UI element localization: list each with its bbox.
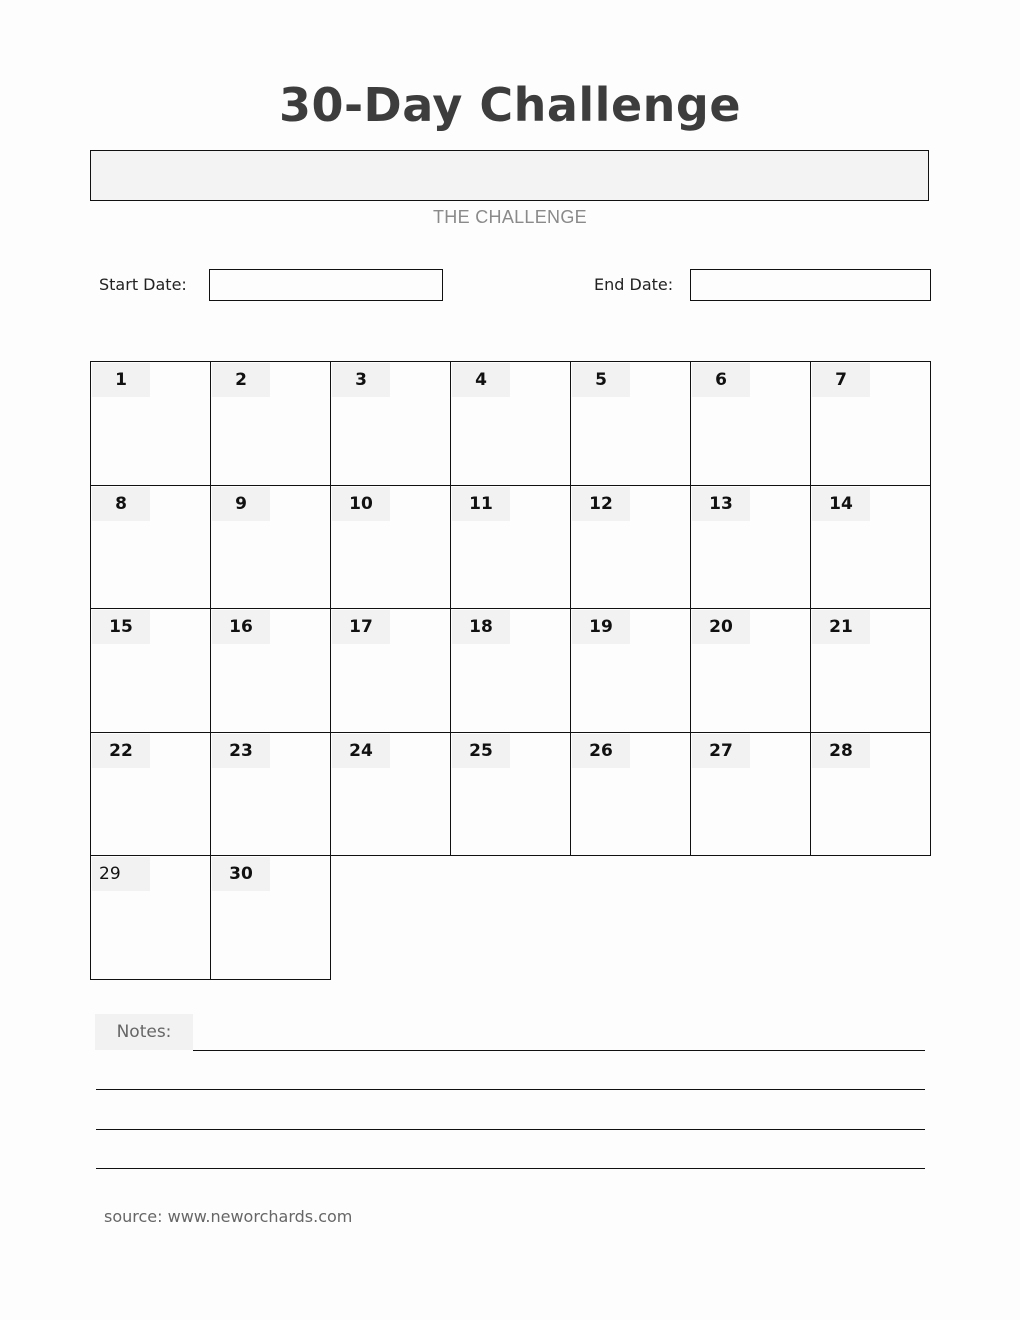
day-cell[interactable]: [210, 608, 331, 733]
day-number: 21: [812, 610, 870, 644]
day-cell[interactable]: [330, 608, 451, 733]
note-line[interactable]: [96, 1089, 925, 1090]
day-number: 29: [92, 857, 150, 891]
day-cell[interactable]: [810, 361, 931, 486]
day-cell[interactable]: [210, 855, 331, 980]
day-number: 16: [212, 610, 270, 644]
day-number: 26: [572, 734, 630, 768]
end-date-label: End Date:: [594, 275, 674, 294]
day-cell[interactable]: [330, 485, 451, 609]
day-number: 23: [212, 734, 270, 768]
day-number: 5: [572, 363, 630, 397]
day-number: 4: [452, 363, 510, 397]
note-line[interactable]: [96, 1129, 925, 1130]
day-number: 3: [332, 363, 390, 397]
day-number: 7: [812, 363, 870, 397]
day-cell[interactable]: [450, 732, 571, 856]
day-number: 24: [332, 734, 390, 768]
day-cell[interactable]: [90, 732, 211, 856]
day-cell[interactable]: [210, 361, 331, 486]
day-cell[interactable]: [570, 361, 691, 486]
day-number: 9: [212, 487, 270, 521]
day-number: 30: [212, 857, 270, 891]
start-date-label: Start Date:: [99, 275, 187, 294]
day-cell[interactable]: [330, 732, 451, 856]
day-number: 13: [692, 487, 750, 521]
day-number: 19: [572, 610, 630, 644]
end-date-field[interactable]: [690, 269, 931, 301]
day-number: 12: [572, 487, 630, 521]
day-cell[interactable]: [90, 485, 211, 609]
day-number: 11: [452, 487, 510, 521]
day-number: 15: [92, 610, 150, 644]
day-cell[interactable]: [210, 485, 331, 609]
day-cell[interactable]: [90, 855, 211, 980]
notes-label: Notes:: [95, 1014, 193, 1050]
day-cell[interactable]: [570, 608, 691, 733]
note-line[interactable]: [193, 1050, 925, 1051]
day-cell[interactable]: [90, 361, 211, 486]
day-cell[interactable]: [570, 485, 691, 609]
challenge-label: THE CHALLENGE: [433, 207, 587, 227]
day-cell[interactable]: [690, 361, 811, 486]
day-cell[interactable]: [450, 361, 571, 486]
day-cell[interactable]: [90, 608, 211, 733]
day-number: 2: [212, 363, 270, 397]
note-line[interactable]: [96, 1168, 925, 1169]
day-number: 6: [692, 363, 750, 397]
start-date-field[interactable]: [209, 269, 443, 301]
day-cell[interactable]: [330, 361, 451, 486]
day-number: 14: [812, 487, 870, 521]
day-number: 18: [452, 610, 510, 644]
day-cell[interactable]: [690, 732, 811, 856]
day-number: 8: [92, 487, 150, 521]
day-cell[interactable]: [810, 485, 931, 609]
day-cell[interactable]: [450, 608, 571, 733]
day-number: 17: [332, 610, 390, 644]
day-number: 22: [92, 734, 150, 768]
day-number: 28: [812, 734, 870, 768]
day-cell[interactable]: [570, 732, 691, 856]
day-cell[interactable]: [810, 732, 931, 856]
page-title: 30-Day Challenge: [278, 78, 742, 132]
day-number: 20: [692, 610, 750, 644]
day-number: 1: [92, 363, 150, 397]
day-number: 27: [692, 734, 750, 768]
day-cell[interactable]: [810, 608, 931, 733]
day-number: 10: [332, 487, 390, 521]
day-cell[interactable]: [450, 485, 571, 609]
day-cell[interactable]: [690, 608, 811, 733]
day-cell[interactable]: [210, 732, 331, 856]
day-number: 25: [452, 734, 510, 768]
challenge-input-box[interactable]: [90, 150, 929, 201]
source-credit: source: www.neworchards.com: [104, 1207, 353, 1226]
day-cell[interactable]: [690, 485, 811, 609]
